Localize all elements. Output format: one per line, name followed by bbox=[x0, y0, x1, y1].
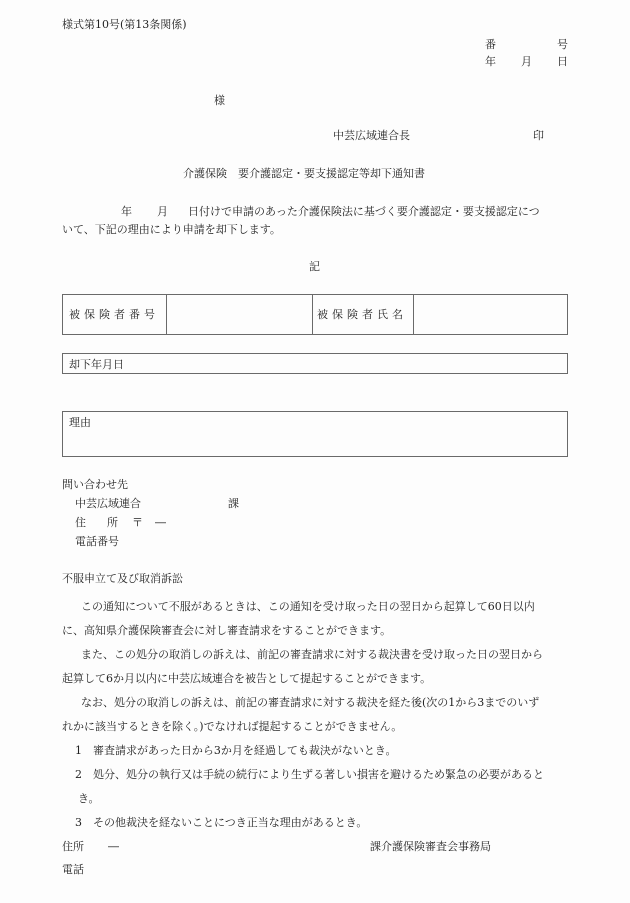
appeal-item-2-text: 処分、処分の執行又は手続の続行により生ずる著しい損害を避けるため緊急の必要があると bbox=[93, 768, 544, 781]
appeal-item-1-num: 1 bbox=[75, 744, 82, 757]
rejection-date-box[interactable] bbox=[62, 353, 568, 374]
contact-dept-suffix: 課 bbox=[228, 497, 239, 510]
intro-month: 月 bbox=[157, 205, 168, 218]
postal-dash: ― bbox=[155, 516, 166, 529]
appeal-item-3-num: 3 bbox=[75, 816, 82, 829]
appeal-item-3-text: その他裁決を経ないことにつき正当な理由があるとき。 bbox=[93, 816, 368, 829]
footer-dash: ― bbox=[108, 840, 119, 853]
doc-number-label-right: 号 bbox=[557, 38, 568, 51]
insured-name-field[interactable] bbox=[414, 295, 567, 334]
appeal-item-2-cont: き。 bbox=[78, 792, 100, 805]
form-number: 様式第10号(第13条関係) bbox=[62, 18, 187, 31]
contact-address-label-2: 所 bbox=[107, 516, 118, 529]
appeal-p3-line2: れかに該当するときを除く。)でなければ提起することができません。 bbox=[62, 720, 403, 733]
footer-address-label: 住所 bbox=[62, 840, 84, 853]
reason-box[interactable] bbox=[62, 411, 568, 457]
contact-org: 中芸広域連合 bbox=[75, 497, 141, 510]
date-month: 月 bbox=[521, 55, 532, 68]
contact-heading: 問い合わせ先 bbox=[62, 478, 128, 491]
appeal-p1-line2: に、高知県介護保険審査会に対し審査請求をすることができます。 bbox=[62, 624, 392, 637]
insured-info-table bbox=[62, 294, 568, 335]
insured-name-label: 被保険者氏名 bbox=[317, 308, 407, 321]
reason-label: 理由 bbox=[69, 416, 91, 429]
ki-heading: 記 bbox=[309, 260, 320, 273]
appeal-item-2-num: 2 bbox=[75, 768, 82, 781]
addressee-suffix: 様 bbox=[214, 94, 225, 107]
contact-address-label-1: 住 bbox=[75, 516, 86, 529]
seal-mark: 印 bbox=[533, 129, 544, 142]
rejection-date-label: 却下年月日 bbox=[69, 358, 124, 371]
footer-office: 課介護保険審査会事務局 bbox=[370, 840, 491, 853]
date-year: 年 bbox=[485, 55, 496, 68]
intro-year: 年 bbox=[121, 205, 132, 218]
document-title: 介護保険 要介護認定・要支援認定等却下通知書 bbox=[183, 167, 425, 180]
appeal-item-1-text: 審査請求があった日から3か月を経過しても裁決がないとき。 bbox=[93, 744, 397, 757]
appeal-p3-line1: なお、処分の取消しの訴えは、前記の審査請求に対する裁決を経た後(次の1から3までのいず bbox=[81, 696, 540, 709]
insured-number-label: 被保険者番号 bbox=[69, 308, 159, 321]
appeal-heading: 不服申立て及び取消訴訟 bbox=[62, 572, 183, 585]
intro-line-1: 日付けで申請のあった介護保険法に基づく要介護認定・要支援認定につ bbox=[188, 205, 540, 218]
footer-phone-label: 電話 bbox=[62, 863, 84, 876]
appeal-p2-line2: 起算して6か月以内に中芸広域連合を被告として提起することができます。 bbox=[62, 672, 432, 685]
doc-number-label-left: 番 bbox=[485, 38, 496, 51]
insured-number-field[interactable] bbox=[167, 295, 312, 334]
appeal-p2-line1: また、この処分の取消しの訴えは、前記の審査請求に対する裁決書を受け取った日の翌日から bbox=[81, 648, 543, 661]
postal-mark: 〒 bbox=[132, 516, 143, 529]
date-day: 日 bbox=[557, 55, 568, 68]
issuer-name: 中芸広域連合長 bbox=[333, 129, 410, 142]
intro-line-2: いて、下記の理由により申請を却下します。 bbox=[62, 223, 281, 236]
appeal-p1-line1: この通知について不服があるときは、この通知を受け取った日の翌日から起算して60日以内 bbox=[81, 600, 535, 613]
cell-divider bbox=[312, 295, 313, 334]
contact-phone-label: 電話番号 bbox=[75, 535, 119, 548]
